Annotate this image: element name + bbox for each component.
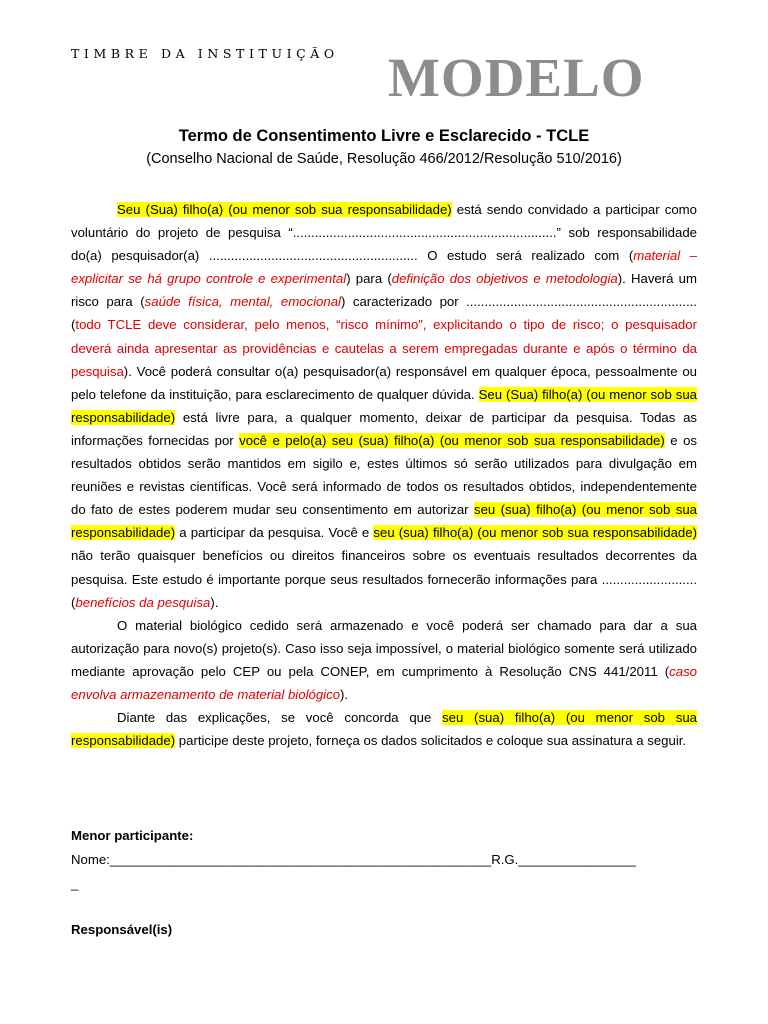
highlight-placeholder: Seu (Sua) filho(a) (ou menor sob sua responsabilidade) [71,386,697,425]
name-line-continuation: _ [71,876,79,891]
paragraph-invitation [71,198,697,614]
highlight-placeholder: você e pelo(a) seu (sua) filho(a) (ou menor sob sua responsabilidade) [239,432,665,448]
name-signature-line[interactable]: Nome:____________________________________________________R.G.________________ [71,852,636,867]
instruction-text: benefícios da pesquisa [75,594,211,610]
text-run: ) caracterizado por ............................................................... ( [71,294,697,333]
highlight-placeholder: seu (sua) filho(a) (ou menor sob sua responsabilidade) [71,710,697,749]
paragraph-agreement [71,706,697,752]
text-run: ). Você poderá consultar o(a) pesquisador(a) responsável em qualquer época, pessoalmente ou pelo telefone da instituição, para esclarecimento de qualquer dúvida. [71,363,697,402]
text-run: e os resultados obtidos serão mantidos em sigilo e, estes últimos só serão utilizados para divulgação em reuniões e revistas científicas. Você será informado de todos os resultados obtidos, independentemente do fato de estes poderem mudar seu consentimento em autorizar [71,432,697,518]
text-run: O material biológico cedido será armazenado e você poderá ser chamado para dar a sua autorização para novo(s) projeto(s). Caso isso seja impossível, o material biológico somente será utilizado mediante aprovação pelo CEP ou pela CONEP, em cumprimento à Resolução CNS 441/2011 ( [71,617,697,679]
text-run: está livre para, a qualquer momento, deixar de participar da pesquisa. Todas as informações fornecidas por [71,409,697,448]
instruction-text: saúde física, mental, emocional [144,294,341,310]
highlight-placeholder: Seu (Sua) filho(a) (ou menor sob sua responsabilidade) [117,202,452,217]
instruction-text: material – explicitar se há grupo controle e experimental [71,248,698,287]
text-run: Diante das explicações, se você concorda que [117,710,443,726]
guardian-heading: Responsável(is) [71,922,173,937]
instruction-text: todo TCLE deve considerar, pelo menos, “risco mínimo”, explicitando o tipo de risco; o pesquisador deverá ainda apresentar as providências e cautelas a serem empregadas durante e após o término da pesquisa [71,317,697,379]
text-run: não terão quaisquer benefícios ou direitos financeiros sobre os eventuais resultados decorrentes da pesquisa. Este estudo é importante porque seus resultados fornecerão informações para .......................... ( [71,548,697,610]
text-run: ). [340,686,349,702]
paragraph-biological-material [71,614,697,706]
instruction-text: definição dos objetivos e metodologia [391,271,618,287]
document-subtitle: (Conselho Nacional de Saúde, Resolução 466/2012/Resolução 510/2016) [146,151,622,167]
instruction-text: caso envolva armazenamento de material biológico [71,663,697,702]
highlight-placeholder: seu (sua) filho(a) (ou menor sob sua responsabilidade) [71,502,697,541]
highlight-placeholder: seu (sua) filho(a) (ou menor sob sua responsabilidade) [373,525,697,541]
institution-letterhead: TIMBRE DA INSTITUIÇÃO [71,46,339,61]
consent-body [71,198,697,752]
text-run: ) para ( [346,271,392,287]
minor-participant-heading: Menor participante: [71,828,194,843]
text-run: a participar da pesquisa. Você e [175,525,374,541]
document-title: Termo de Consentimento Livre e Esclarecido - TCLE [178,127,590,145]
text-run: ). Haverá um risco para ( [71,271,697,310]
watermark-modelo: MODELO [388,47,645,108]
text-run: ). [210,594,219,610]
text-run: está sendo convidado a participar como voluntário do projeto de pesquisa “........................................................................” sob responsabilidade do(a) pesquisador(a) ......................................................... O estudo será realizado com ( [71,202,697,264]
text-run: participe deste projeto, forneça os dados solicitados e coloque sua assinatura a seguir. [175,733,687,749]
